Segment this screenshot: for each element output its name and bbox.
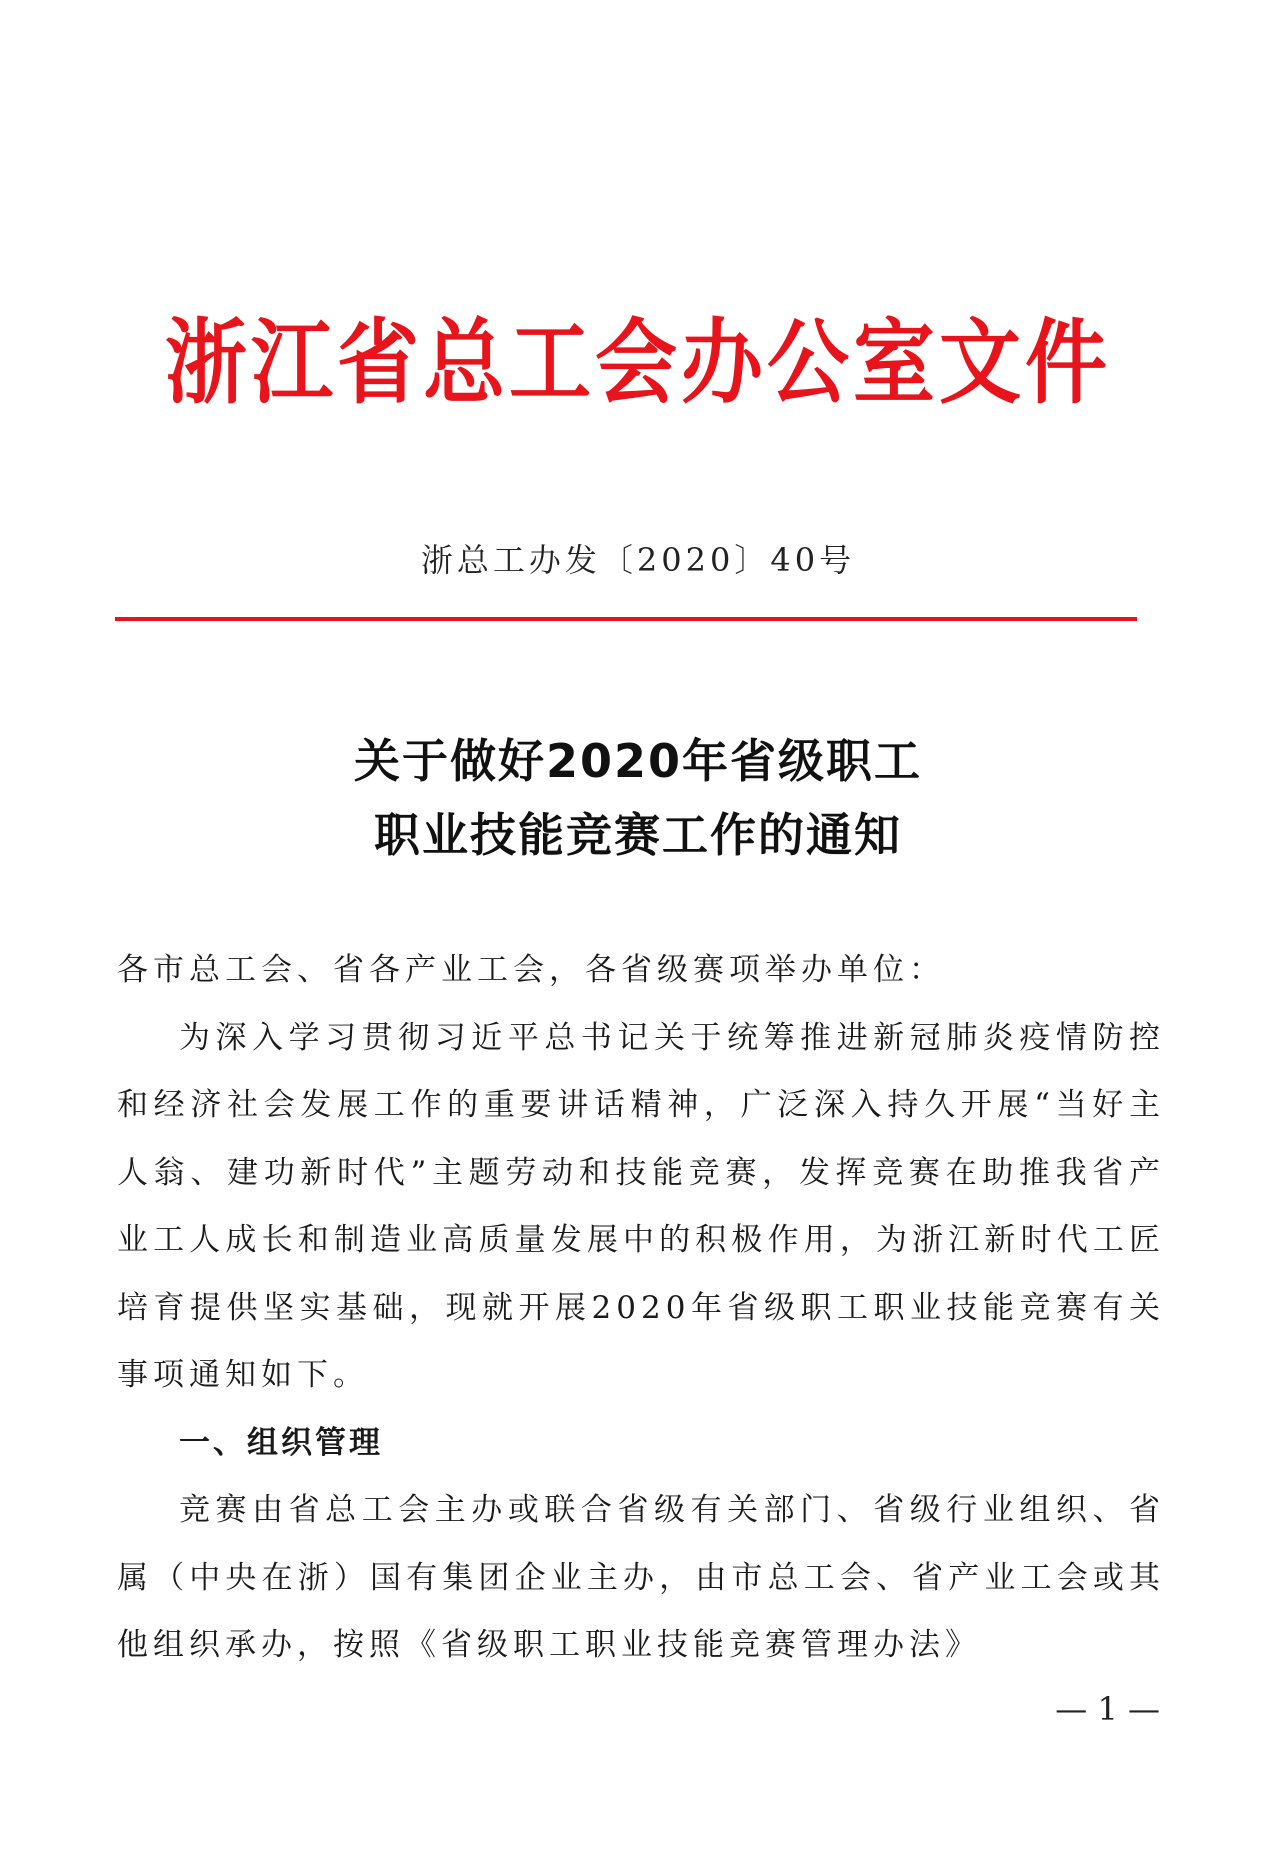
notice-title (0, 724, 1276, 872)
page-number: — 1 — (1055, 1690, 1160, 1728)
notice-title-line-2: 职业技能竞赛工作的通知 (374, 808, 902, 862)
salutation: 各市总工会、省各产业工会，各省级赛项举办单位： (117, 952, 945, 988)
body-paragraph: 为深入学习贯彻习近平总书记关于统筹推进新冠肺炎疫情防控和经济社会发展工作的重要讲话精神，广泛深入持久开展“当好主人翁、建功新时代”主题劳动和技能竞赛，发挥竞赛在助推我省产业工人成长和制造业高质量发展中的积极作用，为浙江新时代工匠培育提供坚实基础，现就开展2020年省级职工职业技能竞赛有关事项通知如下。 (117, 1019, 1165, 1393)
red-divider-line (115, 617, 1137, 621)
issuing-office-title: 浙江省总工会办公室文件 (164, 309, 1111, 417)
section-heading: 一、组织管理 (179, 1424, 383, 1461)
document-number: 浙总工办发〔2020〕40号 (420, 541, 856, 579)
body-paragraph: 竞赛由省总工会主办或联合省级有关部门、省级行业组织、省属（中央在浙）国有集团企业主办，由市总工会、省产业工会或其他组织承办，按照《省级职工职业技能竞赛管理办法》 (117, 1492, 1165, 1663)
notice-body (117, 937, 1165, 1680)
notice-title-line-1: 关于做好2020年省级职工 (353, 734, 923, 788)
